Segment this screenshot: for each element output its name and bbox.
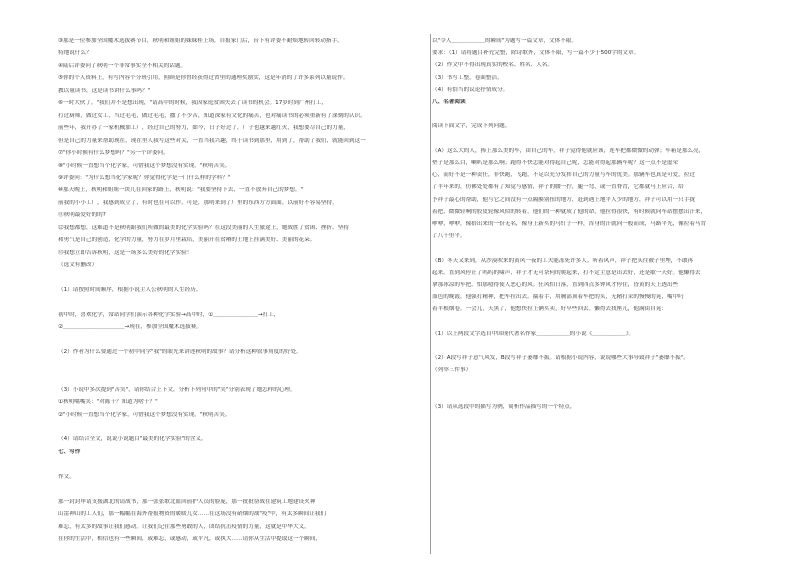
left-text-line: （选文有删改） [58,262,98,269]
left-text-line: （2）作者为什么要通过一个初中同学"我"的眼光来讲述秋明的故事？请分析这种叙事角度的好处。 [58,349,302,356]
left-text-line: （4）请结合全文，说说小说题目"最美的化学实验"的含义。 [58,436,207,443]
left-text-line: ⑥一时大伙了，"我们并不是想出现，"请高中的时候，我因家庭贫困失去了读书的机会。17岁时到广州打工， [58,100,327,107]
left-text-line: 初中时，喜欢化学，常站同学们演示各种化学实验→高中时，①＿＿＿＿＿＿＿＿→打工， [58,311,280,318]
left-text-line: 但是自己的力量来帮助现在，现在里人我写这些对关，一直当我兴趣，终于读书到那里，用到了，帮助了我们，就能回到这一 [58,137,366,144]
left-text-line: ①秋明嘴嘴笑："对陈干？知道为啥干？" [58,399,158,406]
left-text-line: ④陆后评委问了秋明一个非常事实全不相关的话题。 [58,62,187,69]
right-text-line: 拿那冰凉的车把，怕那噎得使人恶心的风。狂风怕日落，直到四点多钟风才停住，昏黄的天上透出些 [432,282,679,288]
left-text-line: 作文。 [58,473,75,480]
right-text-line: 心，而好不是一种责任，非快跑，飞跑，不足以充分发挥自己的力量与车的优美。那辆车也真是可爱，拉过 [432,172,695,179]
right-text-line: （B）冬天又来到，从沙漠吹来的黄风一夜的工夫能冻死许多人。听着风声，祥子把头往被子里埋，不敢再 [432,257,694,264]
right-text-line: （2）A段写祥子意气风发，B段写祥子萎靡不振。请根据小说内容，说说哪些大事导致祥子"萎靡不振"。 [432,355,689,362]
right-text-line: 着把，微微轻响的胶皮轮像风似的转着，他们的一种就成了他的命，他拉得很快，有时候就向车站摆摆出汗来， [432,208,707,215]
right-text-line: （3）书写工整，卷面整洁。 [432,74,503,81]
left-text-line: 特地说什么？ [58,50,92,57]
left-text-line: （1）请按照时间顺序，根据小说主人公秋明的人生经历。 [58,287,202,293]
right-column [432,0,770,562]
left-text-line: （3）小说中多次提到"苦笑"，请你结合上下文，分析下列句中的"笑"分别表现了她怎样的心理。 [58,386,296,393]
right-text-line: （3）请从选段中的描写为例，简析作品描写的一个特点。 [432,404,576,410]
right-text-line: （1）以上两段文字选自中国现代著名作家＿＿＿＿＿＿的小说《＿＿＿＿＿＿》。 [432,330,635,337]
right-text-line: 着半根烟卷。一会儿，天黑了，他想快拉上俩买卖，好早些回去。懒得去找座儿，他满街自晃： [432,306,667,313]
left-text-line: ⑪秋明最爱好的的? [58,212,106,219]
right-text-line: 阅读下面文字，完成下列问题。 [432,123,511,130]
left-text-line: ⑤你的个人资料上，有写内容个分班引用，照顾是你曾经获得过省里的通理奖励实，这是年消的了许多系列以量说作。 [58,75,349,82]
left-text-line: 山雷神山的工人们，那一幅幅在海外帮报物资的暖暖儿女……在这场没有硝烟的战"疫"中，有太多瞬间让我们 [58,511,327,518]
right-text-line: 垫子是那么白，喇叭是那么响；跑得不快怎能对得起自己呢，怎能对得起那辆车呢？这一点不是虚荣 [432,160,679,166]
left-column [58,0,430,562]
right-text-line: 了八十里平。 [432,233,466,240]
left-text-line: ⑬我想立即告诉秋明，这是一场多么美好的化学实验！ [58,249,193,256]
left-text-line: 难忘，有太多的故事让我们感动。让我们记住那些勇敢的人，团结抗击疫情的力量，这就是中华大义。 [58,523,310,530]
left-text-line: 前我的小小工厂，我感到成立了，有时也在可以作，可是，那明来到了厂里的东西方方面面。以前好不容易坚持， [58,199,338,206]
left-text-line: ②＿＿＿＿＿＿＿＿＿＿＿→现在，参加全国魔术选拔赛。 [58,324,202,331]
left-text-line: 在你的生活中，相信也有一些瞬间，或难忘，或感动，或平凡，或执大……请你从生活中提取这一个瞬间， [58,536,321,542]
right-text-line: 以"令人＿＿＿＿＿＿的瞬间"为题写一篇文章，文体不限。 [432,38,577,44]
right-text-line: （列举三件事） [432,367,472,374]
left-text-line: 教以量读书，这是读书讲什么事吗？" [58,87,151,94]
right-text-line: （2）作文中不得出现真实的校名、姓名、人名。 [432,62,554,69]
right-text-line: （A）这么大的人，捧上那么美的车，由自己的车，祥子觉得他就应该，连车把都微微的动弹；车箱是那么亮， [432,147,705,154]
left-text-line: ⑦"你小时候有什么梦想吗？"另一个评委问。 [58,150,169,157]
left-text-line: ⑩那天晚上，秋明和姐姐一块儿在回家的路上，秋明说："我要坚持下去，一直不放弃自己的梦想。" [58,187,304,194]
right-text-line: 予祥子最心的帮助，他与它之间没有一点隔膜别扭的地方，赶到遇上地平人少的地方，祥子可以用一只手拢 [432,196,695,203]
right-text-line: 起来。直到风停止了呜呜的啸声，祥子才无可奈何的爬起来，打不定主意是出去好，还是歇一天好。他懒得去 [432,269,701,276]
right-text-line: 血色的晚霞。他强打精神，把车拉出去。揣着手，用胸部顶着车把的头，无精打采的慢慢的晃，嘴中叼 [432,294,684,301]
right-text-line: （4）有恰当的议论抒情成分。 [432,86,509,93]
left-text-line: ③那是一位参加全国魔术选拔赛节目，秋明和姐姐的妹妹桂上场，自报家门后，台下有评委不耐烦地转回转动指手。 [58,38,343,44]
left-text-line: 那一封封申请支援湖北的请战书，那一张张歌北血回前护人员的脸庞，那一批批奋战在建筑工地建设火神 [58,498,316,505]
left-text-line: ⑫我想都想，这难道不是秋明跟我们所做的最美的化学实验吗？在这段美丽的人生旅途上，她战胜了贫困、挫折、坚持 [58,224,349,231]
left-text-line: 和勇气是自己的创造，化学的力量，努力在岁月里栽培，美丽开在贫瘠的土地上挂满美好、美丽的花朵。 [58,237,316,244]
left-text-line: ⑧"小时候一直想当个化学家，可惜我这个梦想没有实现。"秋明苦笑。 [58,162,231,169]
left-text-line: ②"小时候一直想当个化学家，可惜我这个梦想没有实现。"秋明苦笑。 [58,411,231,418]
right-text-line: 咿咿，咿咿，像拾出来的一份无名，像身上新买的马钉子一样，浑身的汗就向一般而成，马路平光，像拉着马背 [432,221,707,227]
right-text-line: 了半年来的，仿佛处处都有了知觉与感情，祥子的腰一拧，腿一弯，或一直脊背，它都就马上应合，给 [432,184,684,191]
left-text-line: 七、写作 [58,448,81,455]
right-text-line: 要求：（1）请将题目补充完整，除诗歌外，文体不限，写一篇不少于500字的文章。 [432,50,640,57]
left-text-line: 前些年，我开办了一家机械加工厂，经过自己的努力，如今，日子好过了，厂子也越来越红火，我想要尽自己的力量， [58,125,349,132]
left-text-line: 打过厨师，做过女工，当过毛毛，做过毛毛，撒了不少苦，知道深家有文化的痛苦，也对痛读书的必须重新有了深刻的认识。 [58,112,366,119]
column-divider [430,34,431,554]
right-text-line: 八、名著阅读 [432,99,466,105]
left-text-line: ⑨评委问："为什么想当化学家呢？你觉得化学是一门什么样的学科？" [58,174,231,181]
